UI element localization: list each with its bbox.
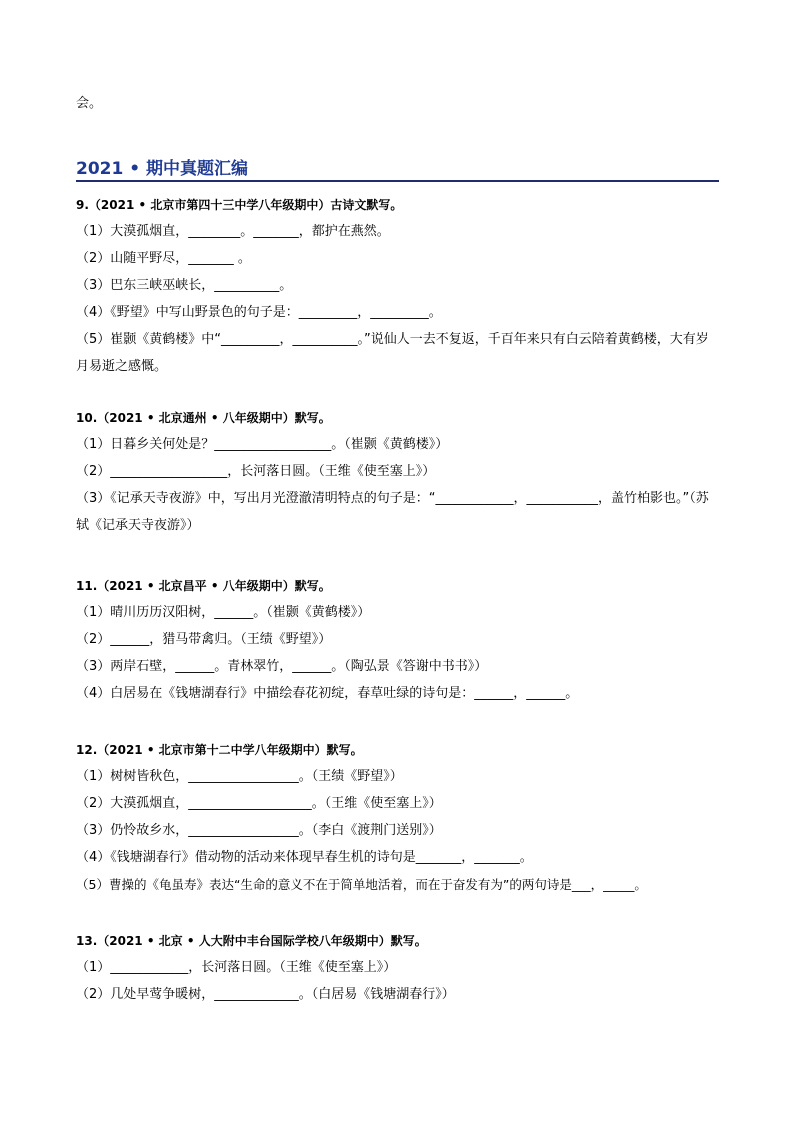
question-line: （4）《野望》中写山野景色的句子是：_________，_________。 (76, 305, 442, 320)
question-line: （3）仍怜故乡水，_________________。（李白《渡荆门送别》） (76, 823, 442, 838)
question-line: （1）树树皆秋色，_________________。（王绩《野望》） (76, 769, 403, 784)
question-13 (76, 932, 720, 1008)
question-line: （3）巴东三峡巫峡长，__________。 (76, 278, 293, 293)
question-line: （1）____________，长河落日圆。（王维《使至塞上》） (76, 960, 397, 975)
question-heading: 13.（2021 • 北京 • 人大附中丰台国际学校八年级期中）默写。 (76, 934, 427, 948)
question-line: （3）《记承天寺夜游》中，写出月光澄澈清明特点的句子是：“____________，___________，盖竹柏影也。”（苏轼《记承天寺夜游》） (76, 491, 709, 533)
question-line: （5）崔颢《黄鹤楼》中“_________，__________。”说仙人一去不复返，千百年来只有白云陪着黄鹤楼，大有岁月易逝之感慨。 (76, 332, 709, 374)
question-12 (76, 741, 720, 898)
question-line: （2）山随平野尽，_______ 。 (76, 251, 251, 266)
carried-over-text: 会。 (76, 96, 103, 111)
question-heading: 11.（2021 • 北京昌平 • 八年级期中）默写。 (76, 579, 331, 593)
question-heading: 12.（2021 • 北京市第十二中学八年级期中）默写。 (76, 743, 363, 757)
question-heading: 9.（2021 • 北京市第四十三中学八年级期中）古诗文默写。 (76, 198, 403, 212)
question-line: （2）几处早莺争暖树，_____________。（白居易《钱塘湖春行》） (76, 987, 455, 1002)
section-title: 2021 • 期中真题汇编 (76, 158, 719, 182)
question-9 (76, 196, 720, 380)
question-line: （3）两岸石壁，______。青林翠竹，______。（陶弘景《答谢中书书》） (76, 659, 488, 674)
question-10 (76, 409, 720, 539)
question-line: （1）日暮乡关何处是？__________________。（崔颢《黄鹤楼》） (76, 437, 449, 452)
question-line: （1）晴川历历汉阳树，______。（崔颢《黄鹤楼》） (76, 605, 371, 620)
question-line: （4）《钱塘湖春行》借动物的活动来体现早春生机的诗句是_______，_______。 (76, 850, 533, 865)
question-line: （4）白居易在《钱塘湖春行》中描绘春花初绽，春草吐绿的诗句是：______，______。 (76, 686, 579, 701)
question-line: （1）大漠孤烟直，________。_______，都护在燕然。 (76, 224, 390, 239)
question-11 (76, 577, 720, 707)
question-line: （2）__________________，长河落日圆。（王维《使至塞上》） (76, 464, 436, 479)
question-line: （2）大漠孤烟直，___________________。（王维《使至塞上》） (76, 796, 442, 811)
question-line: （5）曹操的《龟虽寿》表达“生命的意义不在于简单地活着，而在于奋发有为”的两句诗是___，_____。 (76, 877, 647, 892)
question-heading: 10.（2021 • 北京通州 • 八年级期中）默写。 (76, 411, 331, 425)
question-line: （2）______，猎马带禽归。（王绩《野望》） (76, 632, 332, 647)
